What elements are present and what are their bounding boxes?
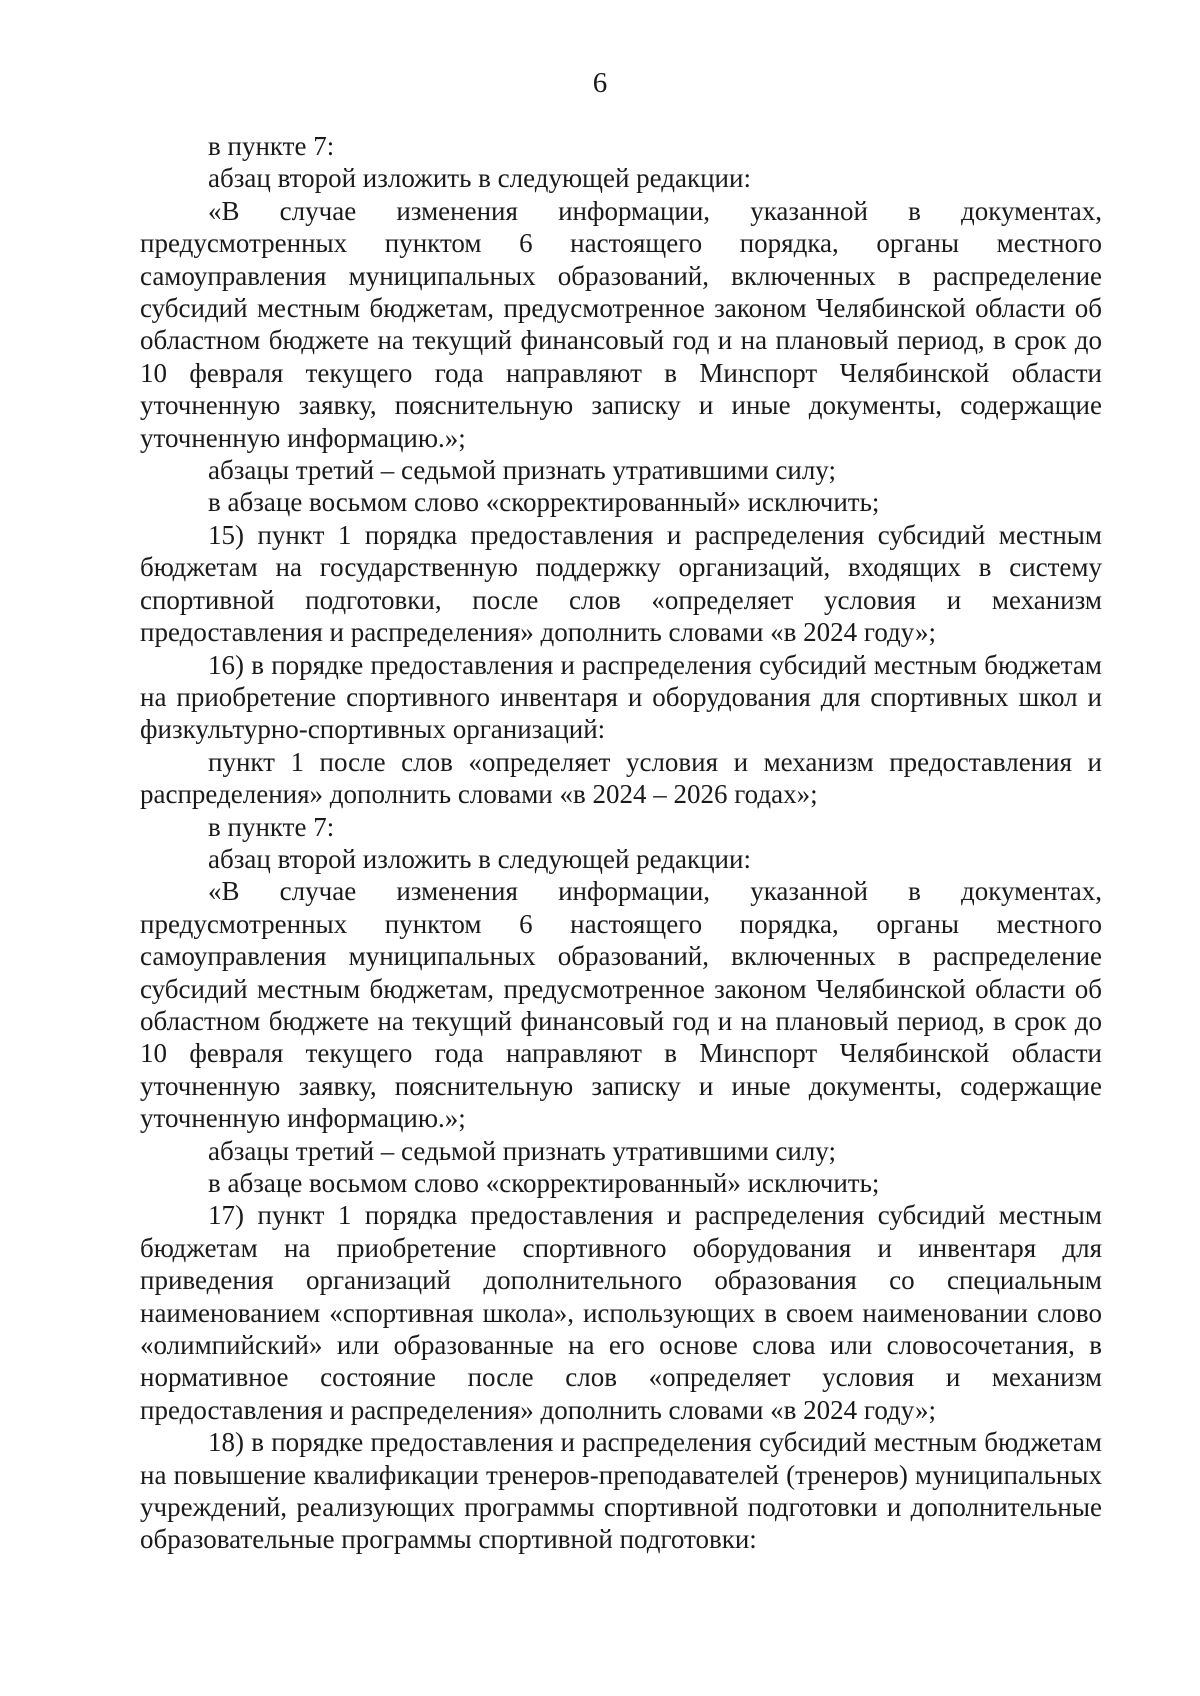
- document-body: [140, 130, 1102, 1556]
- paragraph: абзац второй изложить в следующей редакции:: [208, 163, 751, 194]
- paragraph: абзацы третий – седьмой признать утратившими силу;: [208, 1135, 836, 1166]
- paragraph: пункт 1 после слов «определяет условия и механизм предоставления и распределения» дополнить словами «в 2024 – 2026 годах»;: [140, 746, 1102, 810]
- paragraph: абзац второй изложить в следующей редакции:: [208, 843, 751, 874]
- paragraph: в пункте 7:: [208, 811, 335, 842]
- paragraph: «В случае изменения информации, указанной в документах, предусмотренных пунктом 6 настоящего порядка, органы местного самоуправления муниципальных образований, включенных в распределение субсидий местным бюджетам, предусмотренное законом Челябинской области об областном бюджете на текущий финансовый год и на плановый период, в срок до 10 февраля текущего года направляют в Минспорт Челябинской области уточненную заявку, пояснительную записку и иные документы, содержащие уточненную информацию.»;: [140, 195, 1102, 453]
- paragraph: 18) в порядке предоставления и распределения субсидий местным бюджетам на повышение квалификации тренеров-преподавателей (тренеров) муниципальных учреждений, реализующих программы спортивной подготовки и дополнительные образовательные программы спортивной подготовки:: [140, 1427, 1102, 1555]
- paragraph: абзацы третий – седьмой признать утратившими силу;: [208, 455, 836, 486]
- paragraph: 15) пункт 1 порядка предоставления и распределения субсидий местным бюджетам на государственную поддержку организаций, входящих в систему спортивной подготовки, после слов «определяет условия и механизм предоставления и распределения» дополнить словами «в 2024 году»;: [140, 519, 1102, 648]
- page-number: 6: [592, 67, 608, 99]
- paragraph: в пункте 7:: [208, 131, 335, 161]
- paragraph: 17) пункт 1 порядка предоставления и распределения субсидий местным бюджетам на приобретение спортивного оборудования и инвентаря для приведения организаций дополнительного образования со специальным наименованием «спортивная школа», использующих в своем наименовании слово «олимпийский» или образованные на его основе слова или словосочетания, в нормативное состояние после слов «определяет условия и механизм предоставления и распределения» дополнить словами «в 2024 году»;: [140, 1200, 1102, 1425]
- paragraph: в абзаце восьмом слово «скорректированный» исключить;: [208, 1168, 880, 1198]
- paragraph: в абзаце восьмом слово «скорректированный» исключить;: [208, 487, 880, 518]
- paragraph: «В случае изменения информации, указанной в документах, предусмотренных пунктом 6 настоящего порядка, органы местного самоуправления муниципальных образований, включенных в распределение субсидий местным бюджетам, предусмотренное законом Челябинской области об областном бюджете на текущий финансовый год и на плановый период, в срок до 10 февраля текущего года направляют в Минспорт Челябинской области уточненную заявку, пояснительную записку и иные документы, содержащие уточненную информацию.»;: [140, 876, 1102, 1134]
- paragraph: 16) в порядке предоставления и распределения субсидий местным бюджетам на приобретение спортивного инвентаря и оборудования для спортивных школ и физкультурно-спортивных организаций:: [140, 649, 1102, 745]
